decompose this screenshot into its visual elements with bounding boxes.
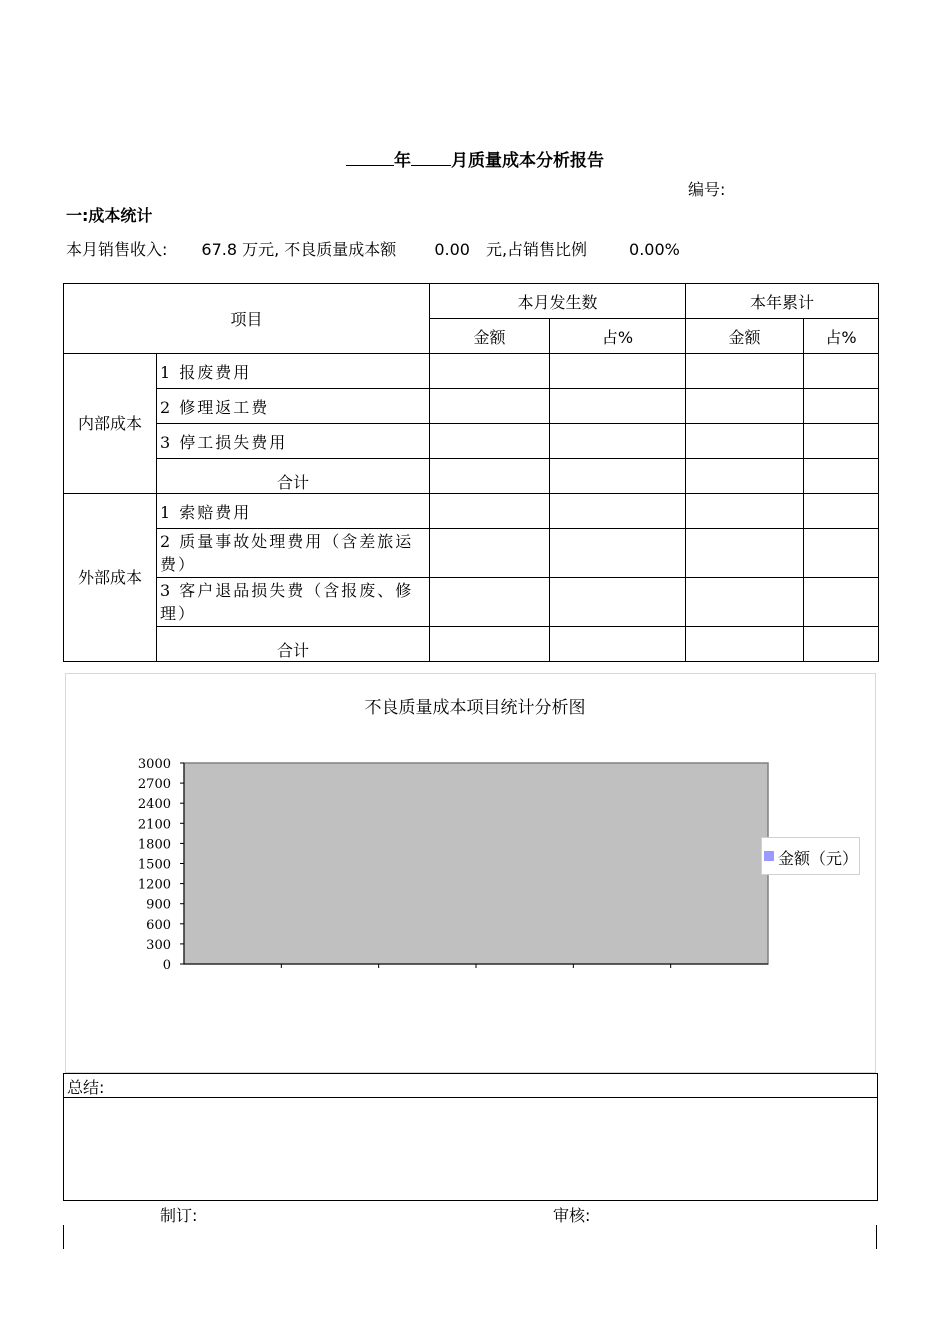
section-heading: 一:成本统计 bbox=[66, 206, 153, 225]
group-external: 外部成本 bbox=[64, 494, 157, 662]
sub-month-pct: 占% bbox=[550, 319, 686, 354]
summary-divider bbox=[64, 1097, 877, 1098]
row-external-2: 2 质量事故处理费用（含差旅运费） bbox=[157, 529, 430, 578]
reviewer-label: 审核: bbox=[553, 1206, 591, 1225]
title-text: 月质量成本分析报告 bbox=[451, 151, 604, 171]
row-internal-3: 3 停工损失费用 bbox=[157, 424, 430, 459]
cost-value: 0.00 bbox=[434, 240, 470, 259]
chart-legend bbox=[761, 837, 860, 875]
doc-number-label: 编号: bbox=[688, 180, 726, 199]
year-suffix: 年 bbox=[394, 151, 411, 171]
y-tick-label: 0 bbox=[162, 958, 171, 973]
sales-value: 67.8 bbox=[201, 240, 238, 259]
y-tick-label: 900 bbox=[146, 897, 171, 913]
row-external-1: 1 索赔费用 bbox=[157, 494, 430, 529]
y-tick-label: 1800 bbox=[137, 837, 171, 853]
y-tick-label: 3000 bbox=[137, 757, 171, 772]
sub-year-amount: 金额 bbox=[686, 319, 804, 354]
right-border-line bbox=[876, 1225, 877, 1249]
y-tick-label: 600 bbox=[146, 917, 171, 933]
row-internal-2: 2 修理返工费 bbox=[157, 389, 430, 424]
row-external-total: 合计 bbox=[157, 627, 430, 662]
cost-unit: 元,占销售比例 bbox=[485, 240, 588, 259]
group-internal: 内部成本 bbox=[64, 354, 157, 494]
y-tick-label: 2100 bbox=[137, 817, 171, 833]
chart-title: 不良质量成本项目统计分析图 bbox=[364, 698, 586, 718]
row-internal-1: 1 报废费用 bbox=[157, 354, 430, 389]
summary-label: 总结: bbox=[67, 1078, 105, 1097]
header-month: 本月发生数 bbox=[430, 284, 686, 319]
ratio-value: 0.00% bbox=[629, 240, 680, 259]
y-tick-label: 300 bbox=[146, 937, 171, 953]
plot-area bbox=[184, 763, 768, 964]
row-external-3: 3 客户退品损失费（含报废、修理） bbox=[157, 578, 430, 627]
summary-box bbox=[63, 1073, 878, 1201]
sales-unit: 万元, 不良质量成本额 bbox=[242, 240, 397, 259]
sub-year-pct: 占% bbox=[804, 319, 879, 354]
sub-month-amount: 金额 bbox=[430, 319, 550, 354]
header-item: 项目 bbox=[64, 284, 430, 354]
y-tick-label: 1500 bbox=[137, 857, 171, 873]
y-tick-label: 2700 bbox=[137, 777, 171, 793]
maker-label: 制订: bbox=[160, 1206, 198, 1225]
legend-label: 金额（元） bbox=[778, 849, 859, 868]
sales-label: 本月销售收入: bbox=[66, 240, 168, 259]
row-internal-total: 合计 bbox=[157, 459, 430, 494]
y-tick-label: 2400 bbox=[137, 797, 171, 813]
header-year: 本年累计 bbox=[686, 284, 879, 319]
legend-swatch bbox=[764, 851, 774, 861]
left-border-line bbox=[63, 1225, 64, 1249]
y-tick-label: 1200 bbox=[137, 877, 171, 893]
